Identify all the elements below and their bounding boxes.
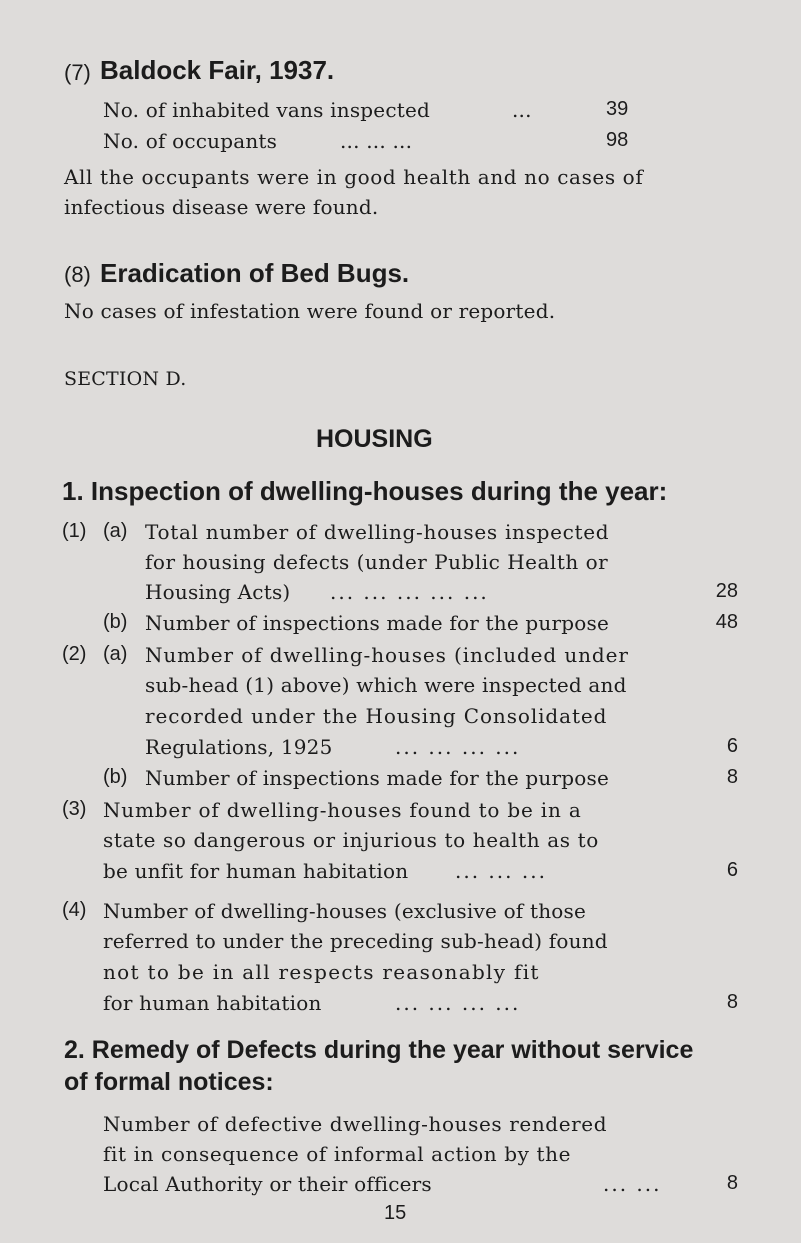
item-dots: ... ... ... bbox=[455, 859, 547, 883]
item-value: 48 bbox=[715, 611, 738, 633]
item-text-line: Number of dwelling-houses (exclusive of those bbox=[103, 899, 587, 923]
remedy-dots: ... ... bbox=[603, 1172, 662, 1196]
item-value: 6 bbox=[726, 859, 738, 881]
item-number: (4) bbox=[62, 899, 87, 921]
item-dots: ... ... ... ... bbox=[395, 735, 521, 759]
item-text-line: Total number of dwelling-houses inspected bbox=[145, 520, 610, 544]
section-label: SECTION D. bbox=[64, 368, 187, 390]
item-text-line: recorded under the Housing Consolidated bbox=[145, 704, 608, 728]
remedy-text-line: Number of defective dwelling-houses rendered bbox=[103, 1112, 608, 1136]
baldock-note: infectious disease were found. bbox=[64, 195, 379, 219]
item-text-line: Housing Acts) bbox=[145, 580, 291, 604]
baldock-row-label: No. of occupants bbox=[103, 129, 278, 153]
item-text-line: for housing defects (under Public Health or bbox=[145, 550, 609, 574]
item-value: 8 bbox=[726, 991, 738, 1013]
baldock-title: Baldock Fair, 1937. bbox=[100, 55, 335, 85]
baldock-note: All the occupants were in good health and no cases of bbox=[64, 165, 644, 189]
remedy-heading: of formal notices: bbox=[64, 1068, 274, 1096]
baldock-row-dots: ... bbox=[512, 98, 532, 122]
item-text-line: Number of dwelling-houses (included under bbox=[145, 643, 629, 667]
item-text-line: Number of inspections made for the purpose bbox=[145, 766, 610, 790]
item-text-line: state so dangerous or injurious to health as to bbox=[103, 828, 599, 852]
bedbugs-text: No cases of infestation were found or reported. bbox=[64, 299, 556, 323]
item-value: 28 bbox=[715, 580, 738, 602]
baldock-number: (7) bbox=[64, 60, 91, 85]
item-text-line: sub-head (1) above) which were inspected and bbox=[145, 673, 627, 697]
section-title: HOUSING bbox=[316, 425, 433, 453]
item-text-line: Number of inspections made for the purpose bbox=[145, 611, 610, 635]
baldock-row-label: No. of inhabited vans inspected bbox=[103, 98, 431, 122]
item-sub: (b) bbox=[103, 611, 128, 633]
item-text-line: Number of dwelling-houses found to be in a bbox=[103, 798, 582, 822]
inspection-heading: 1. Inspection of dwelling-houses during the year: bbox=[62, 476, 668, 506]
baldock-row-value: 98 bbox=[606, 129, 629, 151]
item-text-line: be unfit for human habitation bbox=[103, 859, 409, 883]
baldock-row-dots: ... ... ... bbox=[340, 129, 413, 153]
item-number: (3) bbox=[62, 798, 87, 820]
item-sub: (b) bbox=[103, 766, 128, 788]
remedy-value: 8 bbox=[726, 1172, 738, 1194]
item-value: 8 bbox=[726, 766, 738, 788]
item-text-line: Regulations, 1925 bbox=[145, 735, 333, 759]
bedbugs-title: Eradication of Bed Bugs. bbox=[100, 258, 410, 288]
item-number: (2) bbox=[62, 643, 87, 665]
item-text-line: for human habitation bbox=[103, 991, 322, 1015]
bedbugs-number: (8) bbox=[64, 262, 91, 287]
item-sub: (a) bbox=[103, 643, 128, 665]
item-text-line: referred to under the preceding sub-head) found bbox=[103, 929, 608, 953]
remedy-text-line: fit in consequence of informal action by the bbox=[103, 1142, 572, 1166]
item-dots: ... ... ... ... ... bbox=[330, 580, 489, 604]
item-sub: (a) bbox=[103, 520, 128, 542]
remedy-heading: 2. Remedy of Defects during the year without service bbox=[64, 1036, 694, 1064]
item-text-line: not to be in all respects reasonably fit bbox=[103, 960, 540, 984]
item-dots: ... ... ... ... bbox=[395, 991, 521, 1015]
page-number: 15 bbox=[384, 1202, 407, 1224]
item-value: 6 bbox=[726, 735, 738, 757]
baldock-row-value: 39 bbox=[606, 98, 629, 120]
item-number: (1) bbox=[62, 520, 87, 542]
remedy-text-line: Local Authority or their officers bbox=[103, 1172, 432, 1196]
